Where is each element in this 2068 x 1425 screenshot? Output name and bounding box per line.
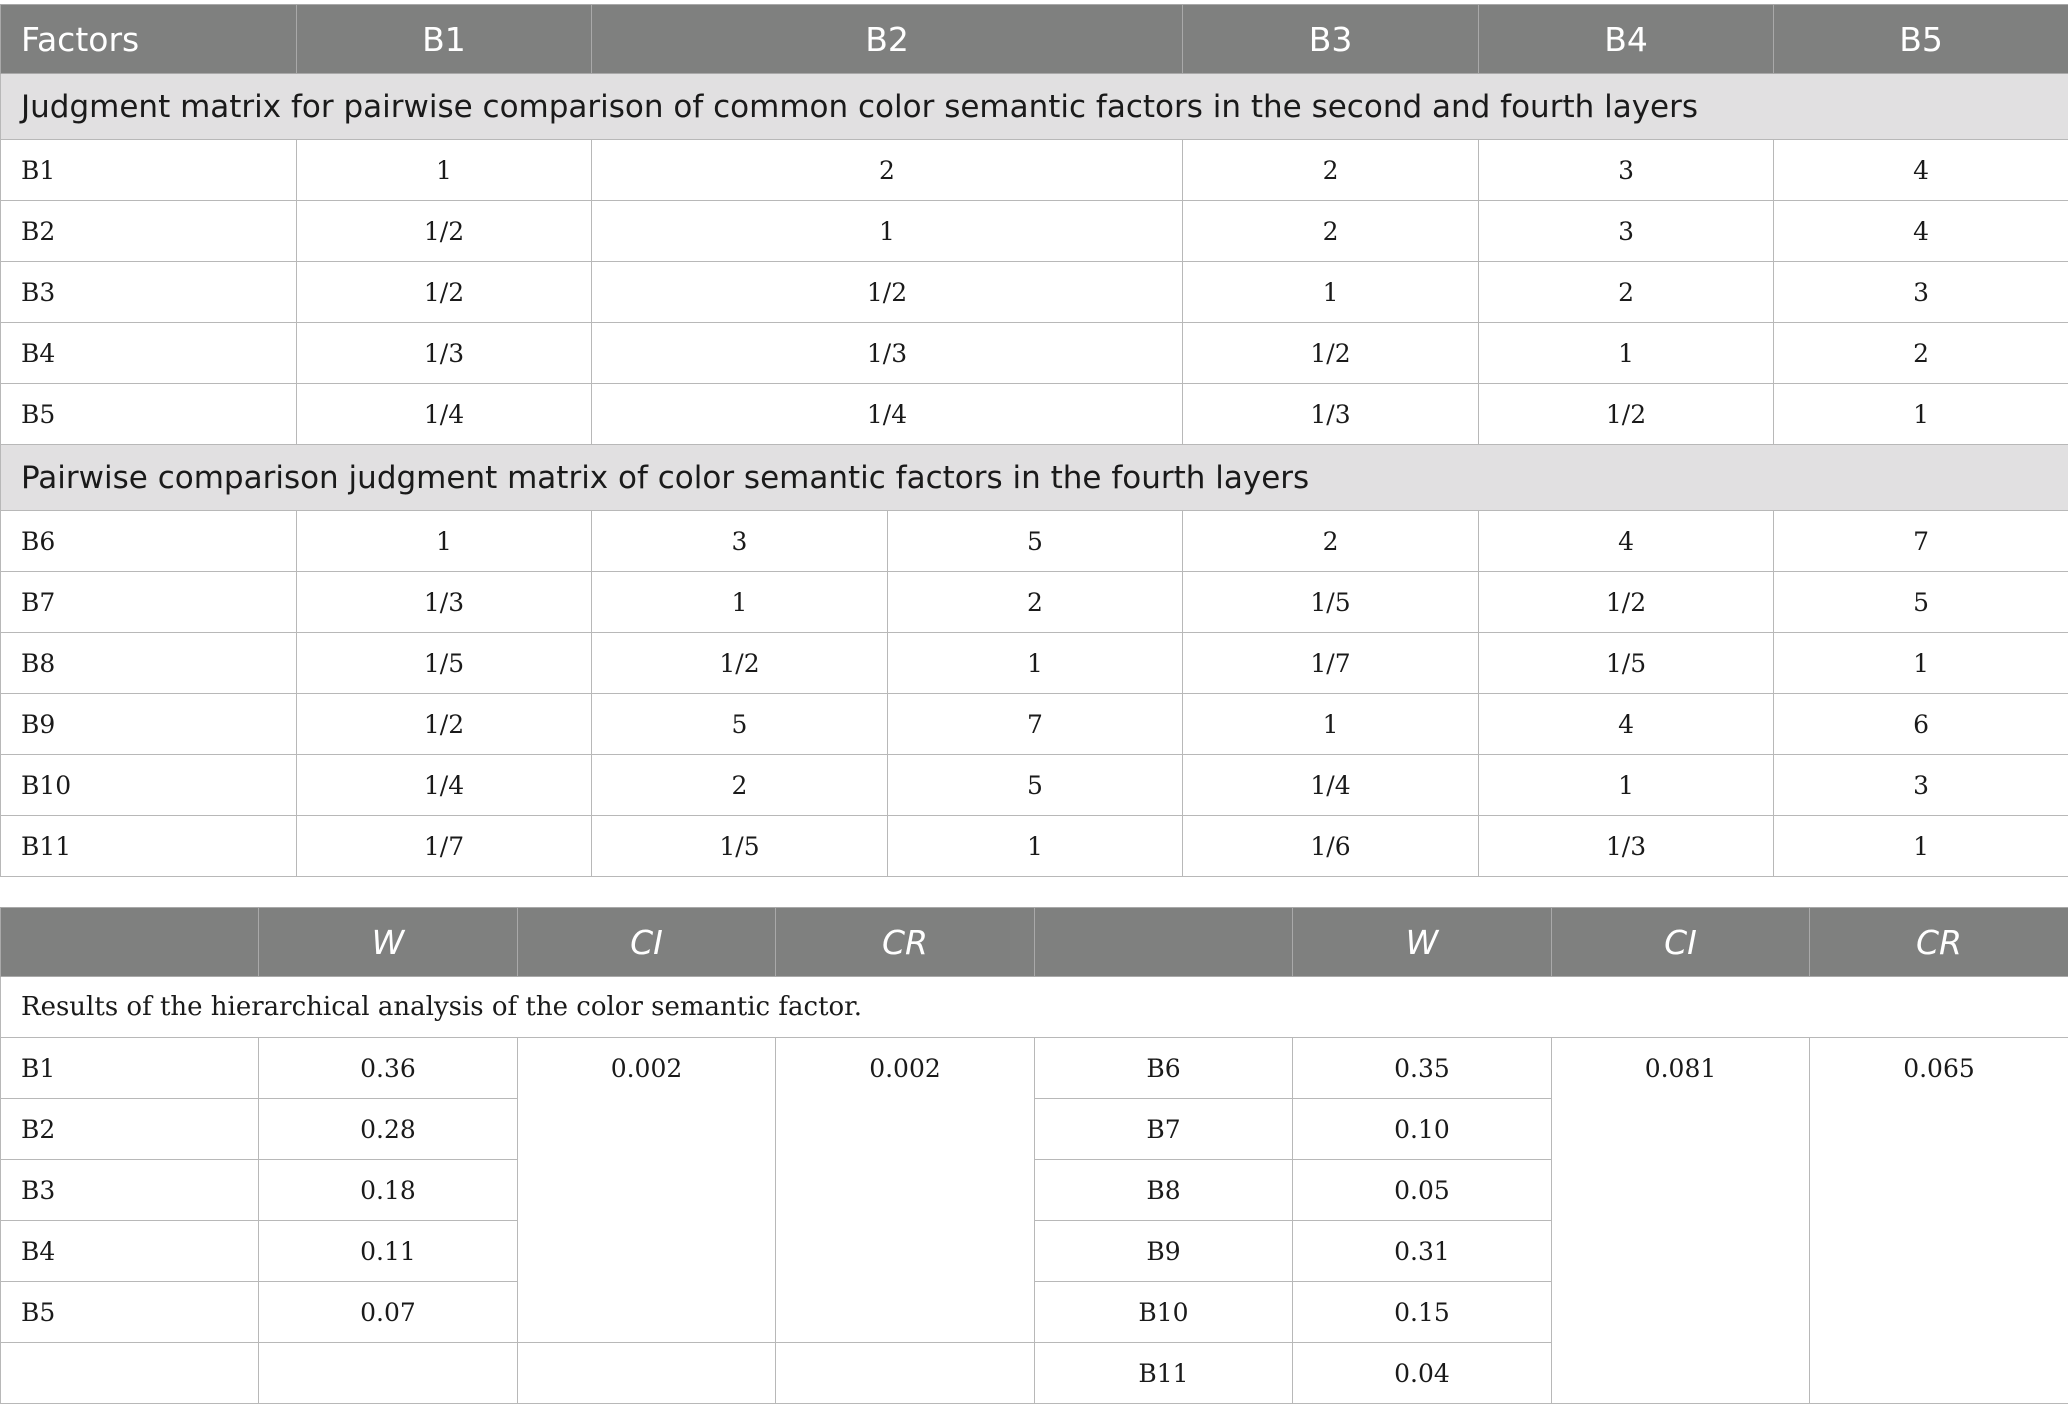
table-cell: 1/4 <box>297 384 592 445</box>
row-label: B4 <box>1 323 297 384</box>
header-b2: B2 <box>592 5 1183 74</box>
section-row <box>1 977 2068 1038</box>
table-cell: 1/3 <box>592 323 1183 384</box>
row-label: B6 <box>1035 1038 1293 1099</box>
table-cell: 1/2 <box>592 262 1183 323</box>
table-cell: 1 <box>1183 694 1479 755</box>
row-label: B9 <box>1035 1221 1293 1282</box>
row-label: B1 <box>1 140 297 201</box>
judgment-matrix-table <box>0 4 2068 877</box>
table-row <box>1 816 2068 877</box>
row-label: B6 <box>1 511 297 572</box>
weight-cell: 0.31 <box>1293 1221 1552 1282</box>
ci-cell: 0.002 <box>518 1038 776 1343</box>
table-cell: 2 <box>592 140 1183 201</box>
table-row <box>1 755 2068 816</box>
table-cell: 1/7 <box>297 816 592 877</box>
table-cell: 1/2 <box>297 694 592 755</box>
row-label: B10 <box>1035 1282 1293 1343</box>
table-cell: 2 <box>888 572 1183 633</box>
header-b5: B5 <box>1774 5 2068 74</box>
table-row <box>1 572 2068 633</box>
weight-cell: 0.28 <box>259 1099 518 1160</box>
table-cell: 1/4 <box>1183 755 1479 816</box>
header-b1: B1 <box>297 5 592 74</box>
table-cell: 7 <box>1774 511 2068 572</box>
table-row <box>1 384 2068 445</box>
table-cell: 5 <box>1774 572 2068 633</box>
cr-cell: 0.065 <box>1810 1038 2068 1404</box>
table-row <box>1 140 2068 201</box>
table-cell: 3 <box>1479 201 1774 262</box>
table-cell: 3 <box>1479 140 1774 201</box>
table-cell: 1 <box>1479 323 1774 384</box>
table-cell: 1/2 <box>1183 323 1479 384</box>
table-row <box>1 201 2068 262</box>
section-row <box>1 74 2068 140</box>
table-cell: 5 <box>888 511 1183 572</box>
table-cell: 1 <box>1479 755 1774 816</box>
table-cell: 1/3 <box>1183 384 1479 445</box>
table-cell: 1/2 <box>1479 572 1774 633</box>
header-cr: CR <box>1810 908 2068 977</box>
table-cell: 1 <box>592 572 888 633</box>
table-cell: 1/3 <box>1479 816 1774 877</box>
row-label: B7 <box>1 572 297 633</box>
row-label: B3 <box>1 262 297 323</box>
row-label: B3 <box>1 1160 259 1221</box>
table-row <box>1 633 2068 694</box>
table-cell: 1/2 <box>592 633 888 694</box>
table-cell: 4 <box>1479 694 1774 755</box>
row-label: B11 <box>1 816 297 877</box>
header-factors: Factors <box>1 5 297 74</box>
header-b3: B3 <box>1183 5 1479 74</box>
table-cell: 1/3 <box>297 323 592 384</box>
table-cell: 4 <box>1479 511 1774 572</box>
row-label: B4 <box>1 1221 259 1282</box>
section-row <box>1 445 2068 511</box>
header-empty <box>1035 908 1293 977</box>
row-label: B2 <box>1 201 297 262</box>
empty-cell <box>776 1343 1035 1404</box>
weight-cell: 0.04 <box>1293 1343 1552 1404</box>
section2-title: Pairwise comparison judgment matrix of color semantic factors in the fourth layers <box>1 445 2068 511</box>
header-w: W <box>259 908 518 977</box>
header-ci: CI <box>1552 908 1810 977</box>
weight-cell: 0.07 <box>259 1282 518 1343</box>
table-cell: 2 <box>1183 511 1479 572</box>
table-cell: 2 <box>592 755 888 816</box>
row-label: B5 <box>1 1282 259 1343</box>
row-label: B5 <box>1 384 297 445</box>
header-ci: CI <box>518 908 776 977</box>
header-w: W <box>1293 908 1552 977</box>
table-cell: 2 <box>1183 201 1479 262</box>
table-cell: 1/5 <box>592 816 888 877</box>
table-cell: 1 <box>1774 384 2068 445</box>
table-cell: 6 <box>1774 694 2068 755</box>
table-cell: 4 <box>1774 140 2068 201</box>
section-title: Results of the hierarchical analysis of the color semantic factor. <box>1 977 2068 1038</box>
table-cell: 1/4 <box>297 755 592 816</box>
table-cell: 1/2 <box>297 201 592 262</box>
table-cell: 1 <box>1774 633 2068 694</box>
weight-cell: 0.18 <box>259 1160 518 1221</box>
row-label: B2 <box>1 1099 259 1160</box>
weight-cell: 0.15 <box>1293 1282 1552 1343</box>
row-label: B9 <box>1 694 297 755</box>
weight-cell: 0.10 <box>1293 1099 1552 1160</box>
table-row <box>1 262 2068 323</box>
weight-cell: 0.36 <box>259 1038 518 1099</box>
table-cell: 1/7 <box>1183 633 1479 694</box>
table-cell: 1/3 <box>297 572 592 633</box>
row-label: B11 <box>1035 1343 1293 1404</box>
table-row <box>1 511 2068 572</box>
hierarchical-results-table <box>0 907 2068 1404</box>
table-header-row <box>1 5 2068 74</box>
empty-cell <box>518 1343 776 1404</box>
table-header-row <box>1 908 2068 977</box>
weight-cell: 0.35 <box>1293 1038 1552 1099</box>
table-cell: 1 <box>888 633 1183 694</box>
table-cell: 1/6 <box>1183 816 1479 877</box>
table-row <box>1 323 2068 384</box>
row-label: B8 <box>1035 1160 1293 1221</box>
table-cell: 1/5 <box>1183 572 1479 633</box>
row-label: B7 <box>1035 1099 1293 1160</box>
table-cell: 2 <box>1774 323 2068 384</box>
table-cell: 4 <box>1774 201 2068 262</box>
row-label <box>1 1343 259 1404</box>
cr-cell: 0.002 <box>776 1038 1035 1343</box>
section1-title: Judgment matrix for pairwise comparison of common color semantic factors in the second and fourth layers <box>1 74 2068 140</box>
table-cell: 3 <box>1774 262 2068 323</box>
table-cell: 5 <box>592 694 888 755</box>
table-cell: 7 <box>888 694 1183 755</box>
table-cell: 1/5 <box>297 633 592 694</box>
table-cell: 1 <box>297 511 592 572</box>
row-label: B1 <box>1 1038 259 1099</box>
header-empty <box>1 908 259 977</box>
weight-cell <box>259 1343 518 1404</box>
table-cell: 1/2 <box>297 262 592 323</box>
table-cell: 2 <box>1183 140 1479 201</box>
header-b4: B4 <box>1479 5 1774 74</box>
table-cell: 1 <box>888 816 1183 877</box>
weight-cell: 0.05 <box>1293 1160 1552 1221</box>
header-cr: CR <box>776 908 1035 977</box>
table-cell: 1/4 <box>592 384 1183 445</box>
table-cell: 1 <box>1183 262 1479 323</box>
row-label: B10 <box>1 755 297 816</box>
table-cell: 5 <box>888 755 1183 816</box>
table-cell: 3 <box>592 511 888 572</box>
ci-cell: 0.081 <box>1552 1038 1810 1404</box>
table-cell: 1/2 <box>1479 384 1774 445</box>
table-cell: 1 <box>1774 816 2068 877</box>
table-row <box>1 1038 2068 1099</box>
table-cell: 2 <box>1479 262 1774 323</box>
table-cell: 3 <box>1774 755 2068 816</box>
table-cell: 1 <box>592 201 1183 262</box>
weight-cell: 0.11 <box>259 1221 518 1282</box>
table-cell: 1/5 <box>1479 633 1774 694</box>
row-label: B8 <box>1 633 297 694</box>
table-cell: 1 <box>297 140 592 201</box>
table-row <box>1 694 2068 755</box>
